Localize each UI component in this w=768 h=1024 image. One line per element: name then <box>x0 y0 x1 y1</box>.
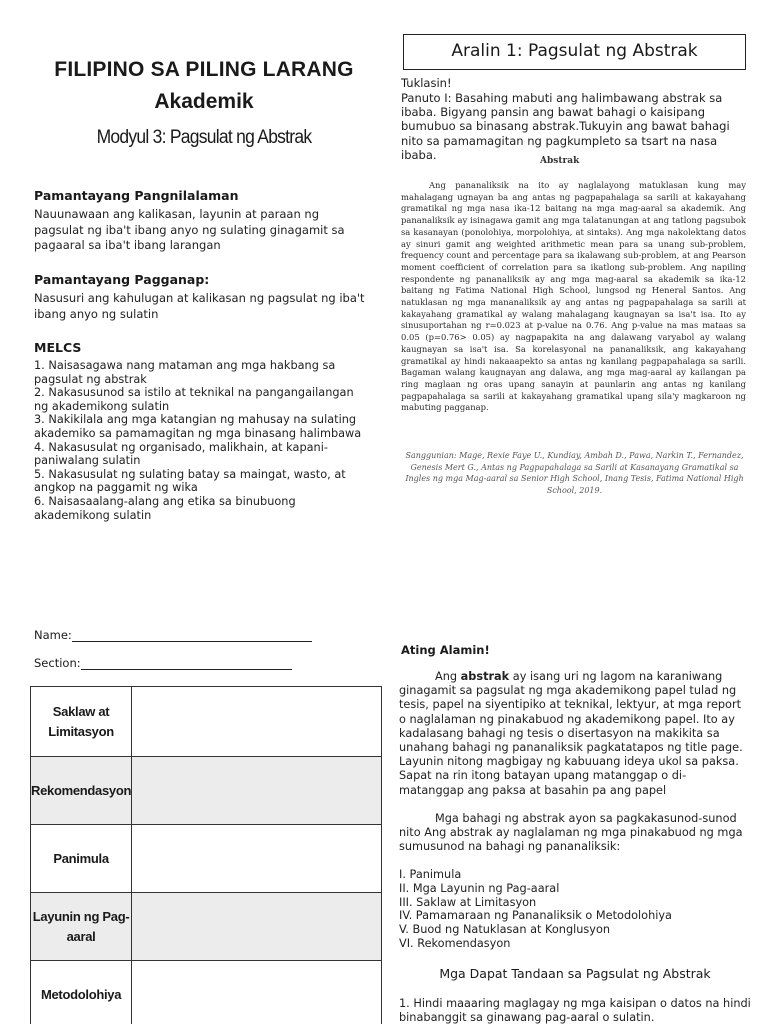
tandaan-heading: Mga Dapat Tandaan sa Pagsulat ng Abstrak <box>439 966 711 981</box>
melcs-item: 1. Naisasagawa nang mataman ang mga hakbang sa pagsulat ng abstrak <box>34 359 336 386</box>
tuklasin-label: Tuklasin! <box>401 76 452 90</box>
abstract-body: Ang pananaliksik na ito ay naglalayong matuklasan kung may mahalagang ugnayan ba ang antas ng pagpapahalaga sa sarili at kakayahang gramatikal ng mga nasa ika-12 baitang na mga mag-aaral sa akademik. Ang pananaliksik ay isinagawa gamit ang mga talatanungan at ang tatlong pagsubok sa kasanayan (ponolohiya, morpolohiya, at sintaks). Ang mga nakolektang datos ay sinuri gamit ang weighted arithmetic mean para sa unang sub-problem, frequency count and percentage para sa ikalawang sub-problem, at ang Pearson moment coefficient of correlation para sa ikatlong sub-problem. Ang napiling respondente ng pananaliksik ay ang mga mag-aaral sa akademik sa ika-12 baitang ng Fatima National High School, lungsod ng Heneral Santos. Ang natuklasan ng mga mananaliksik ay ang antas ng pagpapahalaga sa sarili at kakayahang gramatikal ay walang mahalagang kaugnayan sa isa't isa. Ito ay sinusuportahan ng r=0.023 at p-value na 0.76. Ang p-value na mas mataas sa 0.05 (p=0.76> 0.05) ay nagpapakita na ang dalawang varyabol ay walang kaugnayan sa isa't isa. Sa korelasyonal na pananaliksik, ang kakayahang gramatikal ay hindi nakaaapekto sa antas ng kanilang pagpapahalaga sa sarili. Bagaman walang kaugnayan ang dalawa, ang mga mag-aaral ay kailangan pa ring maglaan ng oras upang sanayin at paunlarin ang antas ng kanilang pagpapahalaga sa sarili at kakayahang gramatikal upang sila'y magkaroon ng mabuting pagganap. <box>401 180 746 413</box>
table-answer-cell[interactable] <box>132 961 382 1024</box>
list-item: I. Panimula <box>399 868 462 881</box>
melcs-item: 3. Nakikilala ang mga katangian ng mahusay na sulating akademiko sa pamamagitan ng mga binasang halimbawa <box>34 413 362 440</box>
table-answer-cell[interactable] <box>132 757 382 825</box>
table-row-label: Panimula <box>31 825 132 893</box>
section-label: Section: <box>34 656 81 670</box>
melcs-item: 2. Nakasusunod sa istilo at teknikal na pangangailangan ng akademikong sulatin <box>34 386 354 413</box>
abstract-parts-table <box>30 686 382 1024</box>
melcs-heading: MELCS <box>34 340 82 355</box>
parts-intro-paragraph: Mga bahagi ng abstrak ayon sa pagkakasunod-sunod nito Ang abstrak ay naglalaman ng mga pinakabuod ng mga sumusunod na bahagi ng pananaliksik: <box>399 812 743 854</box>
name-label: Name: <box>34 628 72 642</box>
pangnilalaman-text: Nauunawaan ang kalikasan, layunin at paraan ng pagsulat ng iba't ibang anyo ng sulating ginagamit sa pagaaral sa iba't ibang larangan <box>34 207 345 252</box>
alamin-paragraph <box>399 670 751 798</box>
tandaan-item: 1. Hindi maaaring maglagay ng mga kaisipan o datos na hindi binabanggit sa ginawang pag-aaral o sulatin. <box>399 997 751 1024</box>
panuto-instructions: Panuto I: Basahing mabuti ang halimbawang abstrak sa ibaba. Bigyang pansin ang bawat bahagi o kaisipang bumubuo sa binasang abstrak.Tukuyin ang bawat bahagi nito sa pamamagitan ng pagkumpleto sa tsart na nasa ibaba. <box>401 91 730 162</box>
melcs-item: 6. Naisasaalang-alang ang etika sa binubuong akademikong sulatin <box>34 494 296 522</box>
table-row-label: Metodolohiya <box>31 961 132 1024</box>
table-answer-cell[interactable] <box>132 893 382 961</box>
abstract-parts-list <box>399 868 672 951</box>
document-title: FILIPINO SA PILING LARANG <box>54 58 354 81</box>
name-field <box>34 628 312 642</box>
abstract-heading: Abstrak <box>540 156 580 166</box>
table-row <box>31 961 382 1024</box>
pagganap-heading: Pamantayang Pagganap: <box>34 272 210 287</box>
document-subtitle: Akademik <box>154 90 254 113</box>
pangnilalaman-heading: Pamantayang Pangnilalaman <box>34 188 239 203</box>
pagganap-text: Nasusuri ang kahulugan at kalikasan ng pagsulat ng iba't ibang anyo ng sulatin <box>34 291 365 321</box>
list-item: II. Mga Layunin ng Pag-aaral <box>399 881 560 895</box>
table-answer-cell[interactable] <box>132 825 382 893</box>
alamin-intro: Ang <box>435 670 461 683</box>
section-field <box>34 656 292 670</box>
abstract-source: Sanggunian: Mage, Rexie Faye U., Kundiay, Ambah D., Pawa, Narkin T., Fernandez, Genesis Mert G., Antas ng Pagpapahalaga sa Sarili at Kasanayang Gramatikal sa Ingles ng mga Mag-aaral sa Senior High School, Inang Tesis, Fatima National High School, 2019. <box>405 451 744 495</box>
table-row-label: Rekomendasyon <box>31 757 132 825</box>
section-input-line[interactable] <box>81 657 292 670</box>
list-item: VI. Rekomendasyon <box>399 936 511 950</box>
list-item: III. Saklaw at Limitasyon <box>399 895 537 909</box>
alamin-heading: Ating Alamin! <box>401 643 490 657</box>
table-row-label: Saklaw at Limitasyon <box>31 687 132 757</box>
melcs-list <box>34 359 369 522</box>
module-title: Modyul 3: Pagsulat ng Abstrak <box>96 127 312 148</box>
table-row <box>31 687 382 757</box>
table-row <box>31 825 382 893</box>
table-row <box>31 893 382 961</box>
lesson-title-box: Aralin 1: Pagsulat ng Abstrak <box>403 34 746 70</box>
melcs-item: 5. Nakasusulat ng sulating batay sa maingat, wasto, at angkop na paggamit ng wika <box>34 467 346 495</box>
table-row-label: Layunin ng Pag-aaral <box>31 893 132 961</box>
melcs-item: 4. Nakasusulat ng organisado, malikhain, at kapani-paniwalang sulatin <box>34 440 328 468</box>
table-row <box>31 757 382 825</box>
name-input-line[interactable] <box>72 629 312 642</box>
abstrak-term: abstrak <box>460 670 510 683</box>
table-answer-cell[interactable] <box>132 687 382 757</box>
alamin-rest: ay isang uri ng lagom na karaniwang ginagamit sa pagsulat ng mga akademikong papel tulad ng tesis, papel na siyentipiko at teknikal, lektyur, at mga report o naglalaman ng pinakabuod ng akademikong papel. Ito ay kadalasang bahagi ng tesis o disertasyon na makikita sa unahang bahagi ng pananaliksik pagkatatapos ng title page. Layunin nitong magbigay ng kabuuang ideya ukol sa paksa. Sapat na rin itong batayan upang matanggap o di-matanggap ang paksa at basahin pa ang papel <box>399 670 743 797</box>
list-item: V. Buod ng Natuklasan at Konglusyon <box>399 923 611 937</box>
list-item: IV. Pamamaraan ng Pananaliksik o Metodolohiya <box>399 909 672 923</box>
